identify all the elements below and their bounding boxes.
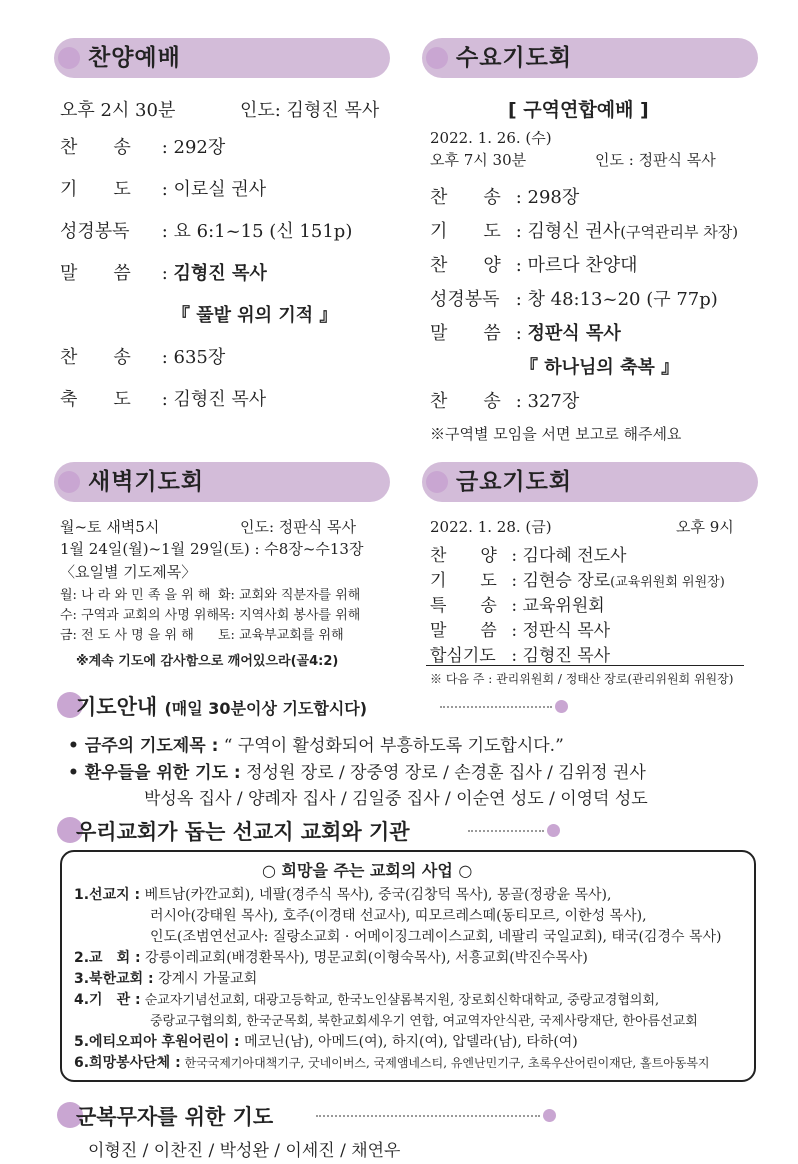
sunday-row: 찬 송 : 635장	[60, 347, 226, 368]
friday-row: 특 송 : 교육위원회	[430, 596, 605, 616]
wednesday-row: 찬 송 : 298장	[430, 187, 580, 208]
dawn-topic-row: 월: 나 라 와 민 족 을 위 해 화: 교회와 직분자를 위해	[60, 588, 361, 603]
dawn-title: 새벽기도회	[88, 469, 205, 495]
leader-end-dot-icon	[547, 824, 560, 837]
sunday-row: 축 도 : 김형진 목사	[60, 389, 267, 410]
friday-date: 2022. 1. 28. (금)	[430, 518, 552, 536]
dawn-verse: ※계속 기도에 감사함으로 깨어있으라(골4:2)	[76, 654, 339, 669]
soldiers-title: 군복무자를 위한 기도	[76, 1105, 274, 1129]
wednesday-row: 기 도 : 김형신 권사(구역관리부 차장)	[430, 221, 739, 242]
wednesday-row: 찬 송 : 327장	[430, 391, 580, 412]
friday-next-week: ※ 다음 주 : 관리위원회 / 정태산 장로(관리위원회 위원장)	[430, 672, 734, 686]
wednesday-sermon-title: 『 하나님의 축복 』	[520, 357, 680, 378]
friday-row: 합심기도 : 김형진 목사	[430, 646, 611, 666]
missions-line: 5.에티오피아 후원어린이 : 메코닌(남), 아메드(여), 하지(여), 압델라(남), 타하(여)	[74, 1034, 578, 1050]
sunday-row: 찬 송 : 292장	[60, 137, 226, 158]
dotted-leader	[316, 1115, 540, 1117]
sunday-time: 오후 2시 30분	[60, 100, 176, 121]
missions-title: 우리교회가 돕는 선교지 교회와 기관	[76, 820, 410, 844]
leader-end-dot-icon	[543, 1109, 556, 1122]
sunday-leader: 인도: 김형진 목사	[240, 100, 380, 121]
dawn-topic-row: 수: 구역과 교회의 사명 위해목: 지역사회 봉사를 위해	[60, 608, 361, 623]
dotted-leader	[468, 830, 544, 832]
missions-line: 3.북한교회 : 강계시 가물교회	[74, 971, 258, 987]
header-circle-icon	[426, 471, 448, 493]
sunday-row: 성경봉독 : 요 6:1~15 (신 151p)	[60, 221, 353, 242]
soldiers-names: 이형진 / 이찬진 / 박성완 / 이세진 / 채연우	[88, 1141, 401, 1161]
friday-header	[422, 462, 758, 502]
prayer-patients-line2: 박성옥 집사 / 양례자 집사 / 김일중 집사 / 이순연 성도 / 이영덕 성도	[144, 789, 648, 809]
missions-line: 인도(조범연선교사: 질랑소교회 · 어메이징그레이스교회, 네팔리 국일교회), 태국(김경수 목사)	[150, 929, 722, 945]
dawn-range: 1월 24일(월)~1월 29일(토) : 수8장~수13장	[60, 540, 364, 558]
sunday-row: 말 씀 : 김형진 목사	[60, 263, 267, 284]
friday-title: 금요기도회	[456, 469, 573, 495]
dawn-leader: 인도: 정판식 목사	[240, 518, 357, 536]
dawn-header	[54, 462, 390, 502]
leader-end-dot-icon	[555, 700, 568, 713]
missions-line: 4.기 관 : 순교자기념선교회, 대광고등학교, 한국노인샬롬복지원, 장로회신학대학교, 중랑교경협의회,	[74, 992, 660, 1008]
friday-divider	[426, 665, 744, 666]
wednesday-date: 2022. 1. 26. (수)	[430, 129, 552, 147]
missions-line: 1.선교지 : 베트남(카깐교회), 네팔(경주식 목사), 중국(김창덕 목사), 몽골(정광윤 목사),	[74, 887, 612, 903]
prayer-patients: • 환우들을 위한 기도 : 정성원 장로 / 장중영 장로 / 손경훈 집사 / 김위정 권사	[68, 763, 646, 783]
sunday-sermon-title: 『 풀밭 위의 기적 』	[172, 305, 338, 326]
header-circle-icon	[58, 471, 80, 493]
missions-line: 중랑교구협의회, 한국군목회, 북한교회세우기 연합, 여교역자안식관, 국제사랑재단, 한아름선교회	[150, 1014, 698, 1029]
prayer-title: 기도안내 (매일 30분이상 기도합시다)	[76, 695, 368, 719]
wednesday-notice: ※구역별 모임을 서면 보고로 해주세요	[430, 425, 682, 443]
wednesday-leader: 인도 : 정판식 목사	[595, 151, 716, 169]
sunday-header	[54, 38, 390, 78]
missions-box-title: ○ 희망을 주는 교회의 사업 ○	[262, 861, 473, 880]
wednesday-row: 말 씀 : 정판식 목사	[430, 323, 621, 344]
wednesday-header	[422, 38, 758, 78]
prayer-topic: • 금주의 기도제목 : “ 구역이 활성화되어 부흥하도록 기도합시다.”	[68, 736, 564, 756]
missions-line: 러시아(강태원 목사), 호주(이경태 선교사), 띠모르레스떼(동티모르, 이한성 목사),	[150, 908, 647, 924]
header-circle-icon	[426, 47, 448, 69]
wednesday-time: 오후 7시 30분	[430, 151, 527, 169]
dawn-topic-row: 금: 전 도 사 명 을 위 해 토: 교육부교회를 위해	[60, 628, 344, 643]
dotted-leader	[440, 706, 552, 708]
friday-row: 기 도 : 김현승 장로(교육위원회 위원장)	[430, 571, 725, 591]
wednesday-row: 찬 양 : 마르다 찬양대	[430, 255, 638, 276]
wednesday-title: 수요기도회	[456, 45, 573, 71]
wednesday-row: 성경봉독 : 창 48:13~20 (구 77p)	[430, 289, 718, 310]
friday-time: 오후 9시	[676, 518, 734, 536]
sunday-title: 찬양예배	[88, 45, 181, 71]
friday-row: 말 씀 : 정판식 목사	[430, 621, 611, 641]
dawn-topics-heading: 〈요일별 기도제목〉	[60, 563, 197, 581]
missions-line: 2.교 회 : 강릉이레교회(배경환목사), 명문교회(이형숙목사), 서흥교회(박진수목사)	[74, 950, 588, 966]
friday-row: 찬 양 : 김다혜 전도사	[430, 546, 627, 566]
sunday-row: 기 도 : 이로실 권사	[60, 179, 267, 200]
dawn-days: 월~토 새벽5시	[60, 518, 160, 536]
wednesday-subtitle: [ 구역연합예배 ]	[508, 99, 649, 121]
header-circle-icon	[58, 47, 80, 69]
missions-line: 6.희망봉사단체 : 한국국제기아대책기구, 굿네이버스, 국제앰네스티, 유엔난민기구, 초록우산어린이재단, 홀트아동복지	[74, 1055, 710, 1071]
